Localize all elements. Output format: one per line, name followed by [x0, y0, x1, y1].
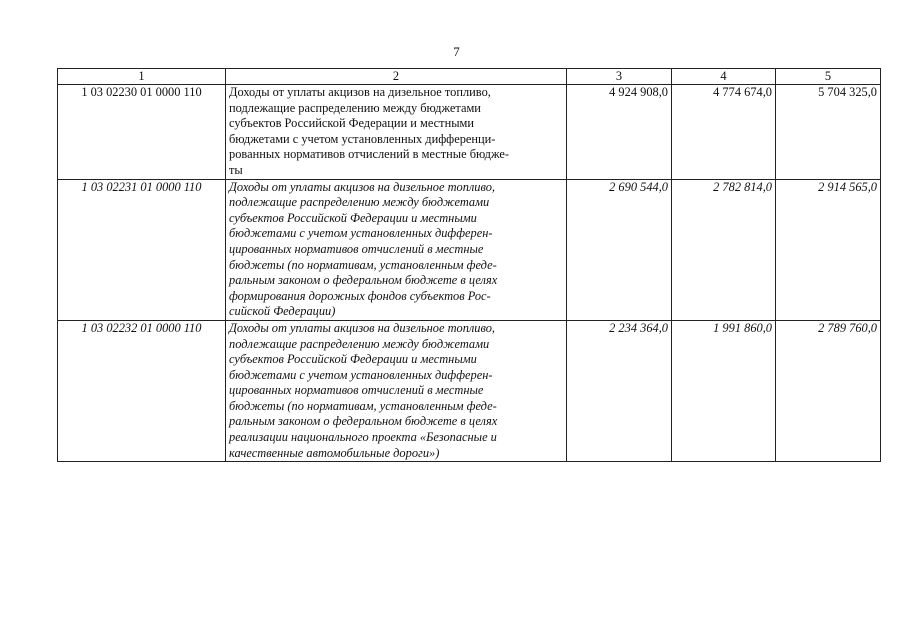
description-cell	[226, 320, 567, 461]
amount-col-5: 5 704 325,0	[776, 85, 881, 180]
header-col-5: 5	[776, 69, 881, 85]
table-row	[58, 320, 881, 461]
budget-code-cell: 1 03 02232 01 0000 110	[58, 320, 226, 461]
description-line: качественные автомобильные дороги»)	[229, 445, 440, 460]
description-line: ральным законом о федеральном бюджете в целях	[229, 273, 498, 288]
description-line: рованных нормативов отчислений в местные бюдже-	[229, 147, 509, 162]
description-line: бюджетами с учетом установленных дифферен-	[229, 226, 493, 241]
description-line: субъектов Российской Федерации и местными	[229, 116, 475, 131]
description-line: подлежащие распределению между бюджетами	[229, 195, 490, 210]
description-line: Доходы от уплаты акцизов на дизельное топливо,	[229, 179, 496, 194]
description-line: формирования дорожных фондов субъектов Рос-	[229, 288, 491, 303]
description-line: Доходы от уплаты акцизов на дизельное топливо,	[229, 320, 496, 335]
table-header-row	[58, 69, 881, 85]
amount-col-4: 2 782 814,0	[672, 179, 776, 320]
amount-col-3: 2 234 364,0	[567, 320, 672, 461]
description-line: подлежащие распределению между бюджетами	[229, 100, 481, 115]
description-line: бюджетами с учетом установленных дифферен-	[229, 367, 493, 382]
amount-col-3: 2 690 544,0	[567, 179, 672, 320]
amount-col-4: 4 774 674,0	[672, 85, 776, 180]
description-line: бюджеты (по нормативам, установленным феде-	[229, 257, 497, 272]
description-line: субъектов Российской Федерации и местными	[229, 352, 477, 367]
header-col-2: 2	[226, 69, 567, 85]
description-cell	[226, 85, 567, 180]
table-row	[58, 179, 881, 320]
amount-col-5: 2 914 565,0	[776, 179, 881, 320]
budget-table	[57, 68, 881, 462]
amount-col-5: 2 789 760,0	[776, 320, 881, 461]
description-line: сийской Федерации)	[229, 304, 336, 319]
description-line: цированных нормативов отчислений в местные	[229, 383, 484, 398]
description-line: субъектов Российской Федерации и местными	[229, 210, 477, 225]
description-line: цированных нормативов отчислений в местные	[229, 241, 484, 256]
description-line: реализации национального проекта «Безопасные и	[229, 430, 497, 445]
page-number: 7	[453, 44, 460, 59]
header-col-4: 4	[672, 69, 776, 85]
amount-col-4: 1 991 860,0	[672, 320, 776, 461]
description-line: бюджеты (по нормативам, установленным феде-	[229, 398, 497, 413]
budget-code-cell: 1 03 02231 01 0000 110	[58, 179, 226, 320]
description-line: Доходы от уплаты акцизов на дизельное топливо,	[229, 85, 491, 99]
table-row	[58, 85, 881, 180]
description-line: подлежащие распределению между бюджетами	[229, 336, 490, 351]
header-col-1: 1	[58, 69, 226, 85]
description-cell	[226, 179, 567, 320]
amount-col-3: 4 924 908,0	[567, 85, 672, 180]
description-line: бюджетами с учетом установленных дифференци-	[229, 131, 496, 146]
description-line: ты	[229, 162, 243, 177]
header-col-3: 3	[567, 69, 672, 85]
description-line: ральным законом о федеральном бюджете в целях	[229, 414, 498, 429]
budget-code-cell: 1 03 02230 01 0000 110	[58, 85, 226, 180]
